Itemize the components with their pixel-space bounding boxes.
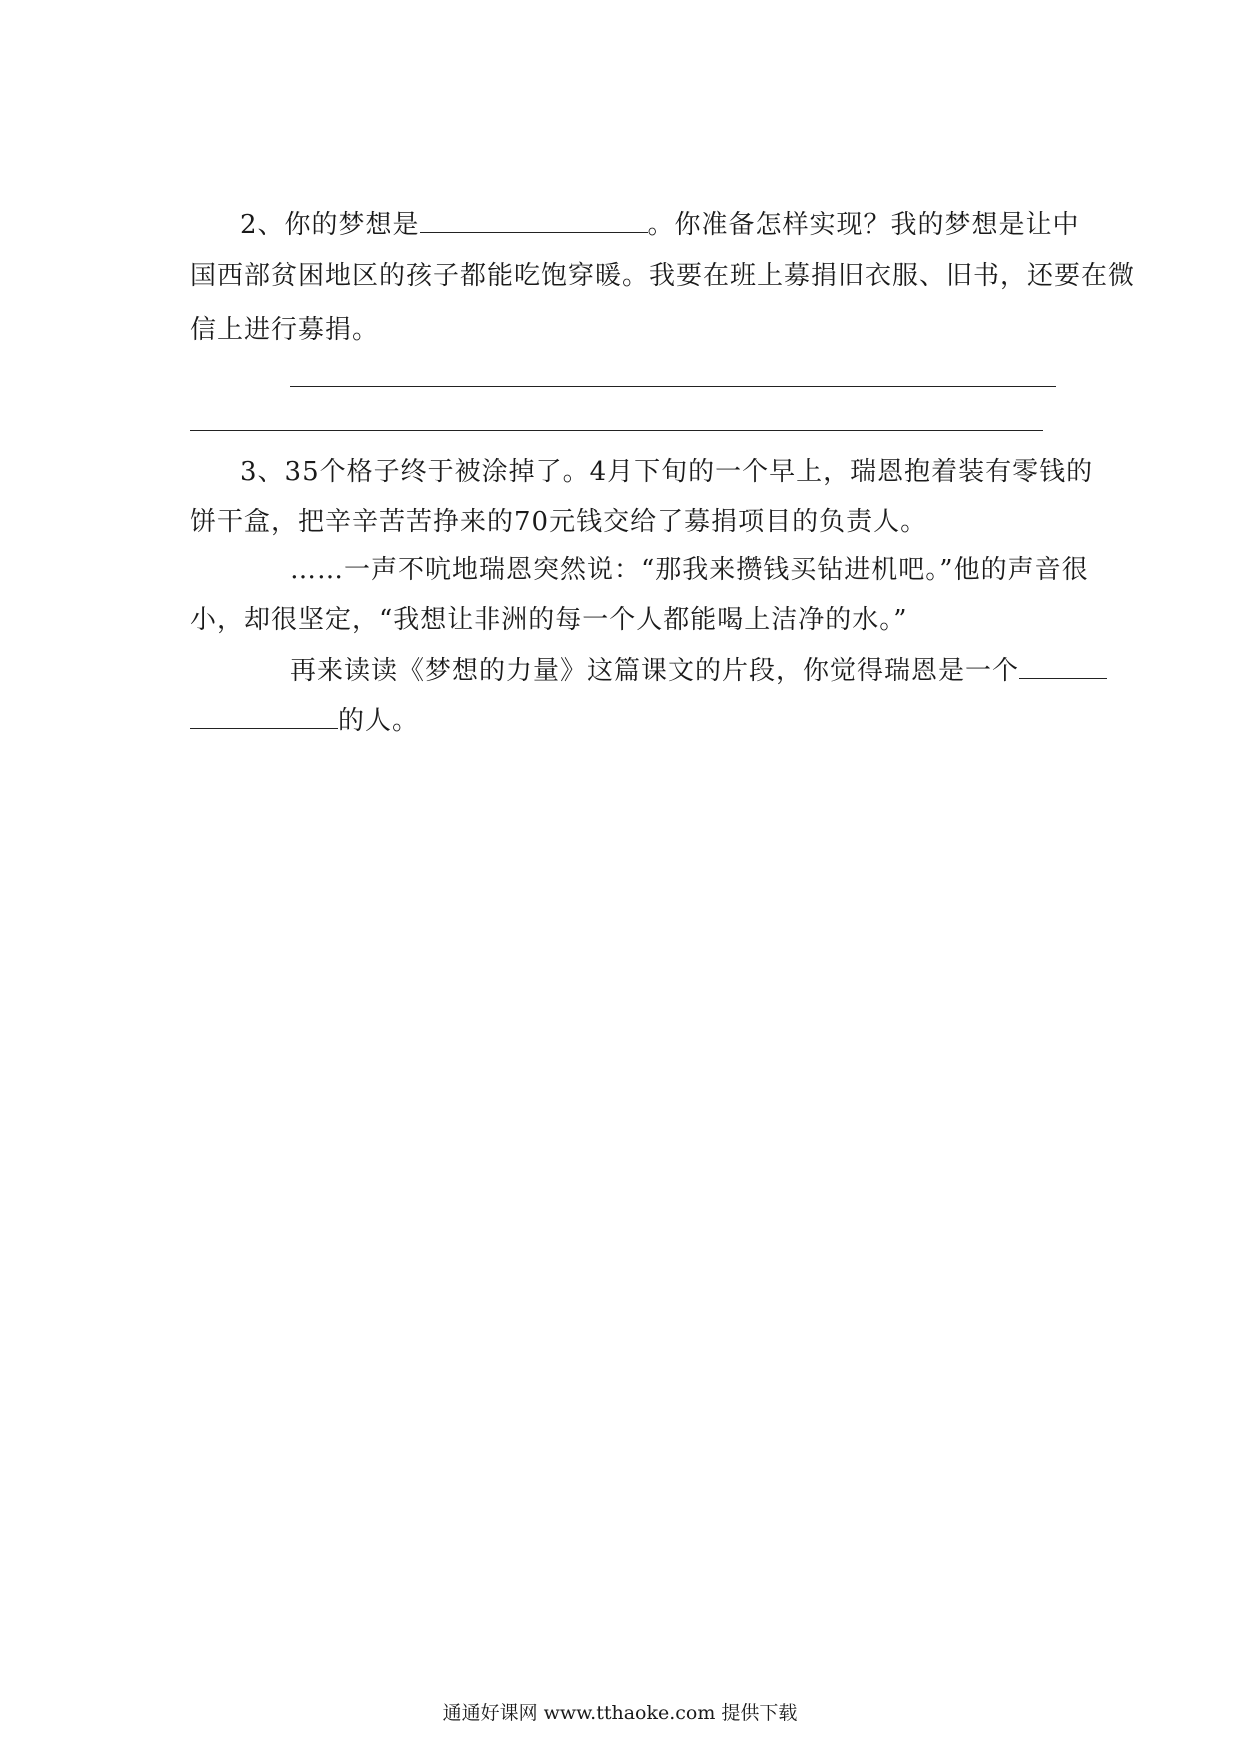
q3-question-text: 再来读读《梦想的力量》这篇课文的片段，你觉得瑞恩是一个 <box>290 656 1020 686</box>
q3-answer-blank-1[interactable] <box>1019 650 1107 679</box>
q3-question-line <box>290 650 1107 689</box>
page-footer: 通通好课网 www.tthaoke.com 提供下载 <box>442 1702 798 1724</box>
q3-question-end: 的人。 <box>338 706 420 736</box>
q2-answer-line-2[interactable] <box>190 430 1043 431</box>
q2-prompt-start: 2、你的梦想是 <box>240 210 420 240</box>
q2-line-2: 国西部贫困地区的孩子都能吃饱穿暖。我要在班上募捐旧衣服、旧书，还要在微 <box>190 261 1136 291</box>
q3-quote-line-1: ……一声不吭地瑞恩突然说：“那我来攒钱买钻进机吧。”他的声音很 <box>290 555 1089 585</box>
q2-dream-blank[interactable] <box>420 204 648 233</box>
q2-prompt-end: 。你准备怎样实现？我的梦想是让中 <box>647 210 1080 240</box>
q2-line-3: 信上进行募捐。 <box>190 315 380 345</box>
q3-line-2: 饼干盒，把辛辛苦苦挣来的70元钱交给了募捐项目的负责人。 <box>190 507 928 537</box>
q2-answer-line-1[interactable] <box>290 386 1056 387</box>
q3-quote-line-2: 小，却很坚定，“我想让非洲的每一个人都能喝上洁净的水。” <box>190 605 908 635</box>
q3-line-1: 3、35个格子终于被涂掉了。4月下旬的一个早上，瑞恩抱着装有零钱的 <box>240 457 1094 487</box>
q3-question-line-2 <box>190 700 419 739</box>
q2-line-1 <box>240 204 1080 243</box>
q3-answer-blank-2[interactable] <box>190 700 338 729</box>
